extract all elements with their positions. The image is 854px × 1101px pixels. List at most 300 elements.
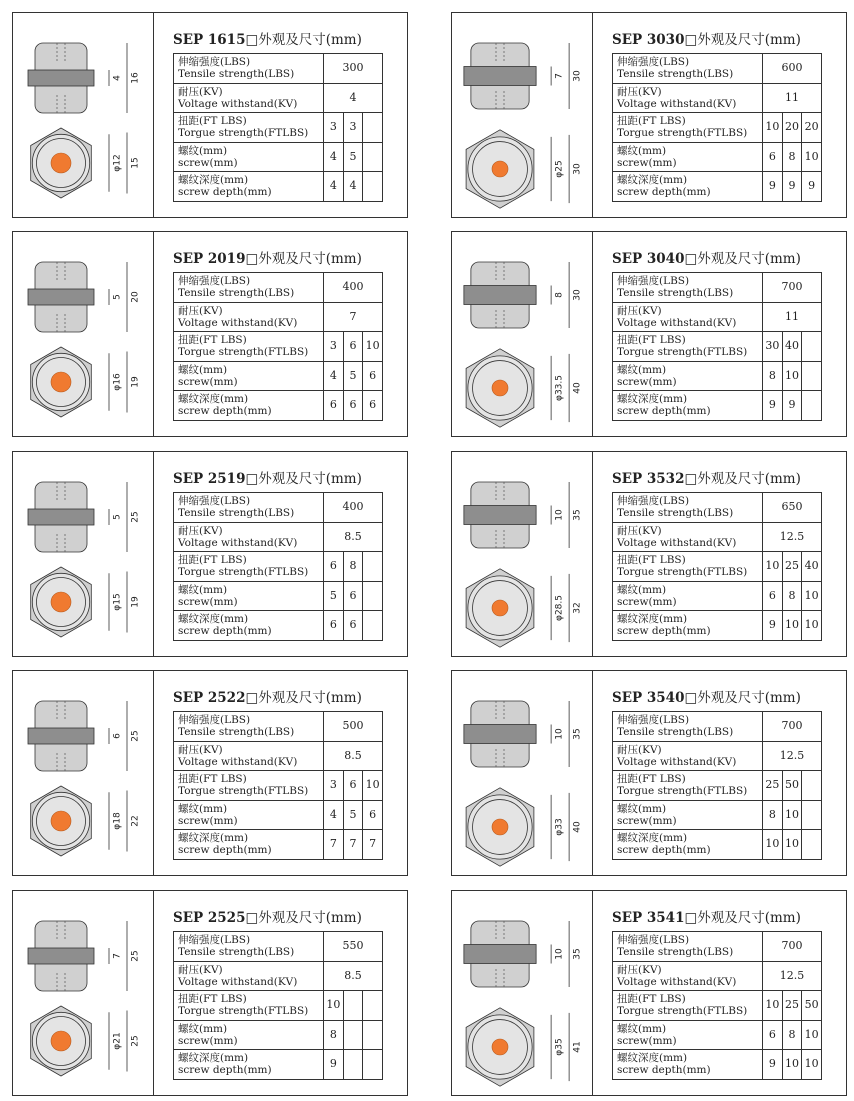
spec-value: 600 <box>763 54 822 84</box>
spec-label <box>174 932 324 962</box>
spec-value: 10 <box>782 1050 802 1080</box>
spec-label-en: screw(mm) <box>178 1034 238 1047</box>
spec-label-zh: 螺纹(mm) <box>617 144 667 157</box>
spec-row <box>613 361 822 391</box>
model-number: SEP 2019 <box>173 251 246 267</box>
spec-row <box>174 273 383 303</box>
spec-value: 400 <box>324 273 383 303</box>
spec-value <box>802 771 822 801</box>
spec-value: 4 <box>343 172 363 202</box>
spec-card <box>12 890 408 1096</box>
spec-row <box>174 493 383 523</box>
spec-value: 4 <box>324 172 344 202</box>
spec-row <box>174 332 383 362</box>
spec-value: 50 <box>782 771 802 801</box>
spec-value: 6 <box>763 1020 783 1050</box>
band-dim-label: 7 <box>554 73 565 79</box>
spec-label-zh: 伸缩强度(LBS) <box>617 495 690 508</box>
threaded-insert <box>51 1031 71 1051</box>
dia-dim-label: φ33.5 <box>554 375 565 401</box>
spec-label-en: Voltage withstand(KV) <box>178 536 298 549</box>
spec-table <box>612 492 822 641</box>
spec-row <box>613 800 822 830</box>
spec-label-en: Torgue strength(FTLBS) <box>178 785 309 798</box>
spec-label-zh: 螺纹深度(mm) <box>178 613 249 626</box>
checkbox-glyph: □ <box>245 251 259 267</box>
card-divider <box>592 452 593 656</box>
spec-label-zh: 螺纹深度(mm) <box>178 393 249 406</box>
dia-dim-label: φ33 <box>554 818 565 836</box>
spec-label-en: screw(mm) <box>178 595 238 608</box>
card-divider <box>153 232 154 436</box>
spec-label-en: screw depth(mm) <box>178 1064 272 1077</box>
spec-label-zh: 耐压(KV) <box>617 524 662 537</box>
spec-value: 10 <box>802 581 822 611</box>
spec-value: 10 <box>782 800 802 830</box>
model-title <box>173 467 362 487</box>
spec-card <box>12 12 408 218</box>
spec-value: 25 <box>782 552 802 582</box>
dia-dim-label: φ35 <box>554 1038 565 1056</box>
spec-label-en: Torgue strength(FTLBS) <box>178 1005 309 1018</box>
dia-dim-label: φ15 <box>112 593 123 611</box>
threaded-insert <box>492 161 508 177</box>
hex-dim-label: 41 <box>572 1041 583 1053</box>
spec-value <box>802 361 822 391</box>
spec-label <box>613 991 763 1021</box>
spec-label-en: Torgue strength(FTLBS) <box>617 785 748 798</box>
spec-row <box>613 522 822 552</box>
spec-label-en: Voltage withstand(KV) <box>617 97 737 110</box>
spec-label-en: screw depth(mm) <box>178 625 272 638</box>
spec-label <box>174 552 324 582</box>
threaded-insert <box>51 153 71 173</box>
spec-value: 8 <box>324 1020 344 1050</box>
spec-label-zh: 伸缩强度(LBS) <box>178 56 251 69</box>
spec-value: 9 <box>763 391 783 421</box>
spec-value <box>343 1020 363 1050</box>
insulator-band <box>464 945 536 964</box>
spec-label <box>613 1050 763 1080</box>
spec-value: 11 <box>763 83 822 113</box>
threaded-insert <box>51 592 71 612</box>
band-dim-label: 8 <box>554 292 565 298</box>
checkbox-glyph: □ <box>684 32 698 48</box>
spec-row <box>174 741 383 771</box>
spec-label-zh: 螺纹(mm) <box>617 1022 667 1035</box>
spec-label-en: Tensile strength(LBS) <box>617 726 734 739</box>
spec-row <box>613 54 822 84</box>
spec-value: 5 <box>324 581 344 611</box>
model-number: SEP 3532 <box>612 471 685 487</box>
spec-card <box>12 451 408 657</box>
spec-table <box>612 711 822 860</box>
model-title <box>612 467 801 487</box>
band-dim-label: 6 <box>112 733 123 739</box>
model-title <box>612 686 801 706</box>
model-title <box>612 906 801 926</box>
spec-label-zh: 扭距(FT LBS) <box>617 115 686 128</box>
threaded-insert <box>51 372 71 392</box>
spec-row <box>174 1020 383 1050</box>
spec-label-zh: 伸缩强度(LBS) <box>178 275 251 288</box>
spec-label <box>613 361 763 391</box>
model-title <box>612 28 801 48</box>
spec-value: 10 <box>802 1050 822 1080</box>
spec-label-en: screw depth(mm) <box>617 1064 711 1077</box>
spec-label-en: screw(mm) <box>617 595 677 608</box>
spec-label-zh: 螺纹(mm) <box>178 363 228 376</box>
spec-label-en: Torgue strength(FTLBS) <box>617 127 748 140</box>
spec-value: 3 <box>324 332 344 362</box>
spec-label-en: screw(mm) <box>617 1034 677 1047</box>
insulator-drawing <box>452 671 592 877</box>
spec-value: 9 <box>763 172 783 202</box>
spec-value: 8.5 <box>324 741 383 771</box>
spec-value <box>802 332 822 362</box>
spec-value: 12.5 <box>763 522 822 552</box>
checkbox-glyph: □ <box>684 471 698 487</box>
spec-value: 300 <box>324 54 383 84</box>
spec-value: 9 <box>782 391 802 421</box>
card-divider <box>592 232 593 436</box>
height-dim-label: 25 <box>130 730 141 742</box>
spec-table <box>612 272 822 421</box>
spec-label-zh: 螺纹深度(mm) <box>617 393 688 406</box>
spec-value: 3 <box>343 113 363 143</box>
spec-value <box>802 800 822 830</box>
hex-dim-label: 40 <box>572 382 583 394</box>
spec-label-zh: 伸缩强度(LBS) <box>178 934 251 947</box>
spec-row <box>174 932 383 962</box>
spec-label-en: screw depth(mm) <box>617 844 711 857</box>
spec-value <box>343 1050 363 1080</box>
insulator-drawing <box>13 452 153 658</box>
spec-value: 6 <box>324 391 344 421</box>
spec-label-en: Torgue strength(FTLBS) <box>178 566 309 579</box>
spec-value <box>363 991 383 1021</box>
card-divider <box>153 452 154 656</box>
spec-row <box>613 712 822 742</box>
spec-value: 6 <box>343 391 363 421</box>
spec-label <box>613 172 763 202</box>
spec-label-zh: 扭距(FT LBS) <box>178 993 247 1006</box>
spec-value: 10 <box>324 991 344 1021</box>
spec-label <box>174 800 324 830</box>
spec-card <box>12 231 408 437</box>
spec-row <box>613 581 822 611</box>
insulator-drawing <box>452 452 592 658</box>
spec-value: 8 <box>782 581 802 611</box>
spec-value <box>802 830 822 860</box>
spec-value: 8 <box>763 800 783 830</box>
spec-row <box>613 391 822 421</box>
spec-label-en: Torgue strength(FTLBS) <box>617 346 748 359</box>
units-label: 外观及尺寸(mm) <box>697 471 801 487</box>
spec-row <box>613 830 822 860</box>
units-label: 外观及尺寸(mm) <box>697 690 801 706</box>
spec-row <box>613 332 822 362</box>
spec-label-en: Voltage withstand(KV) <box>178 97 298 110</box>
spec-label <box>613 273 763 303</box>
spec-label-zh: 耐压(KV) <box>178 85 223 98</box>
spec-value: 10 <box>802 142 822 172</box>
hex-dim-label: 19 <box>130 376 141 388</box>
spec-label <box>613 800 763 830</box>
spec-label-zh: 螺纹(mm) <box>178 583 228 596</box>
spec-value: 9 <box>763 611 783 641</box>
spec-row <box>613 961 822 991</box>
spec-value: 11 <box>763 302 822 332</box>
spec-value: 9 <box>324 1050 344 1080</box>
spec-label-zh: 螺纹(mm) <box>617 583 667 596</box>
spec-table <box>173 931 383 1080</box>
dia-dim-label: φ18 <box>112 812 123 830</box>
spec-label <box>174 1020 324 1050</box>
spec-label-en: Tensile strength(LBS) <box>617 946 734 959</box>
spec-table <box>612 53 822 202</box>
insulator-band <box>464 725 536 744</box>
spec-label-zh: 螺纹深度(mm) <box>617 832 688 845</box>
threaded-insert <box>492 600 508 616</box>
spec-label <box>613 932 763 962</box>
band-dim-label: 5 <box>112 514 123 520</box>
spec-label <box>174 581 324 611</box>
spec-value: 6 <box>363 361 383 391</box>
spec-label <box>174 961 324 991</box>
spec-label-zh: 耐压(KV) <box>178 963 223 976</box>
hex-dim-label: 22 <box>130 815 141 827</box>
spec-value: 6 <box>363 391 383 421</box>
hex-dim-label: 19 <box>130 596 141 608</box>
model-number: SEP 3541 <box>612 910 685 926</box>
spec-value: 10 <box>763 830 783 860</box>
spec-value <box>363 113 383 143</box>
spec-row <box>174 771 383 801</box>
spec-label-en: Torgue strength(FTLBS) <box>178 127 309 140</box>
spec-label-zh: 伸缩强度(LBS) <box>617 934 690 947</box>
spec-row <box>174 552 383 582</box>
spec-value: 4 <box>324 83 383 113</box>
spec-table <box>173 53 383 202</box>
spec-label-en: Voltage withstand(KV) <box>617 536 737 549</box>
hex-dim-label: 15 <box>130 157 141 169</box>
spec-value: 400 <box>324 493 383 523</box>
band-dim-label: 4 <box>112 75 123 81</box>
spec-label-en: Voltage withstand(KV) <box>178 316 298 329</box>
height-dim-label: 25 <box>130 950 141 962</box>
card-divider <box>592 891 593 1095</box>
threaded-insert <box>492 1039 508 1055</box>
spec-table <box>173 711 383 860</box>
spec-value: 700 <box>763 273 822 303</box>
spec-label-en: Tensile strength(LBS) <box>617 68 734 81</box>
height-dim-label: 30 <box>572 289 583 301</box>
spec-label <box>613 771 763 801</box>
insulator-drawing <box>13 13 153 219</box>
height-dim-label: 35 <box>572 509 583 521</box>
model-title <box>173 247 362 267</box>
spec-value: 8.5 <box>324 961 383 991</box>
spec-label <box>174 991 324 1021</box>
dia-dim-label: φ12 <box>112 154 123 172</box>
spec-label <box>613 391 763 421</box>
insulator-band <box>28 509 94 525</box>
spec-value: 9 <box>782 172 802 202</box>
spec-label-en: Voltage withstand(KV) <box>617 755 737 768</box>
spec-table <box>173 272 383 421</box>
spec-label-zh: 耐压(KV) <box>617 85 662 98</box>
spec-label-en: Torgue strength(FTLBS) <box>617 1005 748 1018</box>
spec-row <box>613 741 822 771</box>
spec-label-en: screw depth(mm) <box>178 844 272 857</box>
spec-label <box>174 712 324 742</box>
spec-label <box>613 113 763 143</box>
threaded-insert <box>492 819 508 835</box>
spec-value: 8 <box>782 1020 802 1050</box>
model-number: SEP 3040 <box>612 251 685 267</box>
spec-label-zh: 螺纹深度(mm) <box>178 832 249 845</box>
spec-label-en: Tensile strength(LBS) <box>178 726 295 739</box>
spec-label-zh: 螺纹深度(mm) <box>617 1052 688 1065</box>
spec-label <box>613 54 763 84</box>
model-number: SEP 2525 <box>173 910 246 926</box>
spec-row <box>613 771 822 801</box>
spec-value: 30 <box>763 332 783 362</box>
spec-value: 10 <box>782 361 802 391</box>
spec-label-en: screw(mm) <box>178 375 238 388</box>
insulator-drawing <box>13 671 153 877</box>
dia-dim-label: φ28.5 <box>554 595 565 621</box>
spec-card <box>451 451 847 657</box>
insulator-band <box>28 728 94 744</box>
checkbox-glyph: □ <box>245 690 259 706</box>
spec-label-en: Torgue strength(FTLBS) <box>617 566 748 579</box>
spec-value: 25 <box>782 991 802 1021</box>
spec-row <box>174 800 383 830</box>
height-dim-label: 16 <box>130 72 141 84</box>
spec-value: 10 <box>363 771 383 801</box>
checkbox-glyph: □ <box>684 690 698 706</box>
card-divider <box>592 671 593 875</box>
spec-label <box>174 142 324 172</box>
dia-dim-label: φ25 <box>554 160 565 178</box>
model-number: SEP 1615 <box>173 32 246 48</box>
spec-value: 9 <box>763 1050 783 1080</box>
spec-label <box>174 830 324 860</box>
spec-label-zh: 螺纹深度(mm) <box>617 174 688 187</box>
spec-row <box>174 712 383 742</box>
spec-value: 6 <box>363 800 383 830</box>
spec-label-en: Tensile strength(LBS) <box>617 507 734 520</box>
height-dim-label: 35 <box>572 728 583 740</box>
spec-label <box>174 302 324 332</box>
spec-card <box>451 670 847 876</box>
spec-label <box>613 493 763 523</box>
spec-value: 6 <box>343 611 363 641</box>
spec-row <box>174 522 383 552</box>
spec-label-zh: 耐压(KV) <box>617 743 662 756</box>
model-title <box>173 906 362 926</box>
checkbox-glyph: □ <box>684 910 698 926</box>
spec-label <box>613 1020 763 1050</box>
spec-value: 8 <box>763 361 783 391</box>
spec-row <box>174 172 383 202</box>
spec-label <box>613 332 763 362</box>
spec-label <box>174 391 324 421</box>
spec-value: 9 <box>802 172 822 202</box>
spec-label <box>613 581 763 611</box>
spec-value <box>363 172 383 202</box>
spec-value: 10 <box>802 1020 822 1050</box>
insulator-band <box>464 506 536 525</box>
model-number: SEP 3030 <box>612 32 685 48</box>
model-title <box>173 28 362 48</box>
spec-label-zh: 耐压(KV) <box>178 524 223 537</box>
band-dim-label: 5 <box>112 294 123 300</box>
spec-label-en: screw depth(mm) <box>178 186 272 199</box>
spec-label <box>174 361 324 391</box>
spec-card <box>451 890 847 1096</box>
units-label: 外观及尺寸(mm) <box>697 32 801 48</box>
model-number: SEP 2522 <box>173 690 246 706</box>
spec-label-en: screw(mm) <box>178 814 238 827</box>
spec-value <box>343 991 363 1021</box>
threaded-insert <box>492 380 508 396</box>
spec-row <box>174 581 383 611</box>
spec-label-en: Tensile strength(LBS) <box>178 287 295 300</box>
spec-label-zh: 扭距(FT LBS) <box>178 773 247 786</box>
spec-label <box>174 522 324 552</box>
spec-value: 40 <box>782 332 802 362</box>
spec-label <box>174 172 324 202</box>
spec-value: 10 <box>782 830 802 860</box>
spec-row <box>174 391 383 421</box>
units-label: 外观及尺寸(mm) <box>258 32 362 48</box>
spec-label <box>613 522 763 552</box>
spec-row <box>613 83 822 113</box>
spec-value <box>363 142 383 172</box>
spec-row <box>174 361 383 391</box>
checkbox-glyph: □ <box>684 251 698 267</box>
spec-label-en: screw(mm) <box>617 156 677 169</box>
spec-label-en: screw(mm) <box>178 156 238 169</box>
spec-card <box>12 670 408 876</box>
spec-label-zh: 扭距(FT LBS) <box>617 334 686 347</box>
spec-value: 8 <box>782 142 802 172</box>
spec-label-zh: 耐压(KV) <box>617 304 662 317</box>
spec-value: 6 <box>324 552 344 582</box>
spec-row <box>613 932 822 962</box>
units-label: 外观及尺寸(mm) <box>258 910 362 926</box>
spec-value: 650 <box>763 493 822 523</box>
spec-row <box>613 113 822 143</box>
spec-row <box>613 142 822 172</box>
spec-value: 4 <box>324 800 344 830</box>
spec-value: 10 <box>802 611 822 641</box>
spec-label <box>613 712 763 742</box>
spec-label-zh: 耐压(KV) <box>178 304 223 317</box>
spec-label-en: screw(mm) <box>617 814 677 827</box>
spec-value: 6 <box>324 611 344 641</box>
spec-value <box>363 1050 383 1080</box>
spec-value: 6 <box>343 771 363 801</box>
spec-label <box>613 552 763 582</box>
height-dim-label: 30 <box>572 70 583 82</box>
insulator-drawing <box>452 891 592 1097</box>
spec-value: 6 <box>343 332 363 362</box>
threaded-insert <box>51 811 71 831</box>
